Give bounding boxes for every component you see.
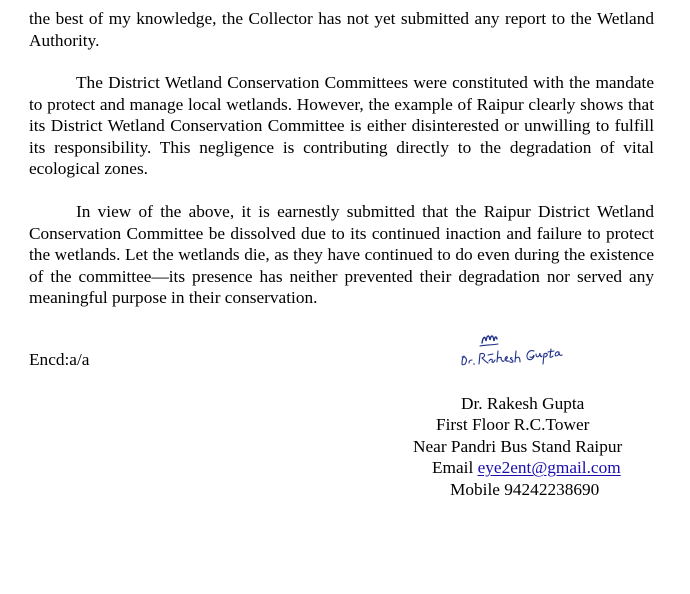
paragraph-continuation: the best of my knowledge, the Collector has not yet submitted any report to the Wetland Authority. xyxy=(29,9,654,50)
mobile-label: Mobile xyxy=(450,480,500,499)
sender-email-line xyxy=(432,457,621,479)
sender-mobile-line xyxy=(450,479,599,501)
email-label: Email xyxy=(432,458,474,477)
enclosure-note: Encd:a/a xyxy=(29,350,90,369)
paragraph-submission: In view of the above, it is earnestly submitted that the Raipur District Wetland Conservation Committee be dissolved due to its continued inaction and failure to protect the wetlands. Let the wetlands die, as they have continued to do even during the existence of the committee—its presence has neither prevented their degradation nor served any meaningful purpose in their conservation. xyxy=(29,202,654,308)
sender-name: Dr. Rakesh Gupta xyxy=(461,394,585,413)
email-link[interactable]: eye2ent@gmail.com xyxy=(477,458,621,477)
sender-address-floor: First Floor R.C.Tower xyxy=(436,415,590,434)
paragraph-committee-mandate: The District Wetland Conservation Committees were constituted with the mandate to protect and manage local wetlands. However, the example of Raipur clearly shows that its District Wetland Conservation Committee is either disinterested or unwilling to fulfill its responsibility. This negligence is contributing directly to the degradation of vital ecological zones. xyxy=(29,73,654,179)
handwritten-signature xyxy=(458,327,570,373)
sender-address-location: Near Pandri Bus Stand Raipur xyxy=(413,437,623,456)
mobile-number: 94242238690 xyxy=(504,480,600,499)
